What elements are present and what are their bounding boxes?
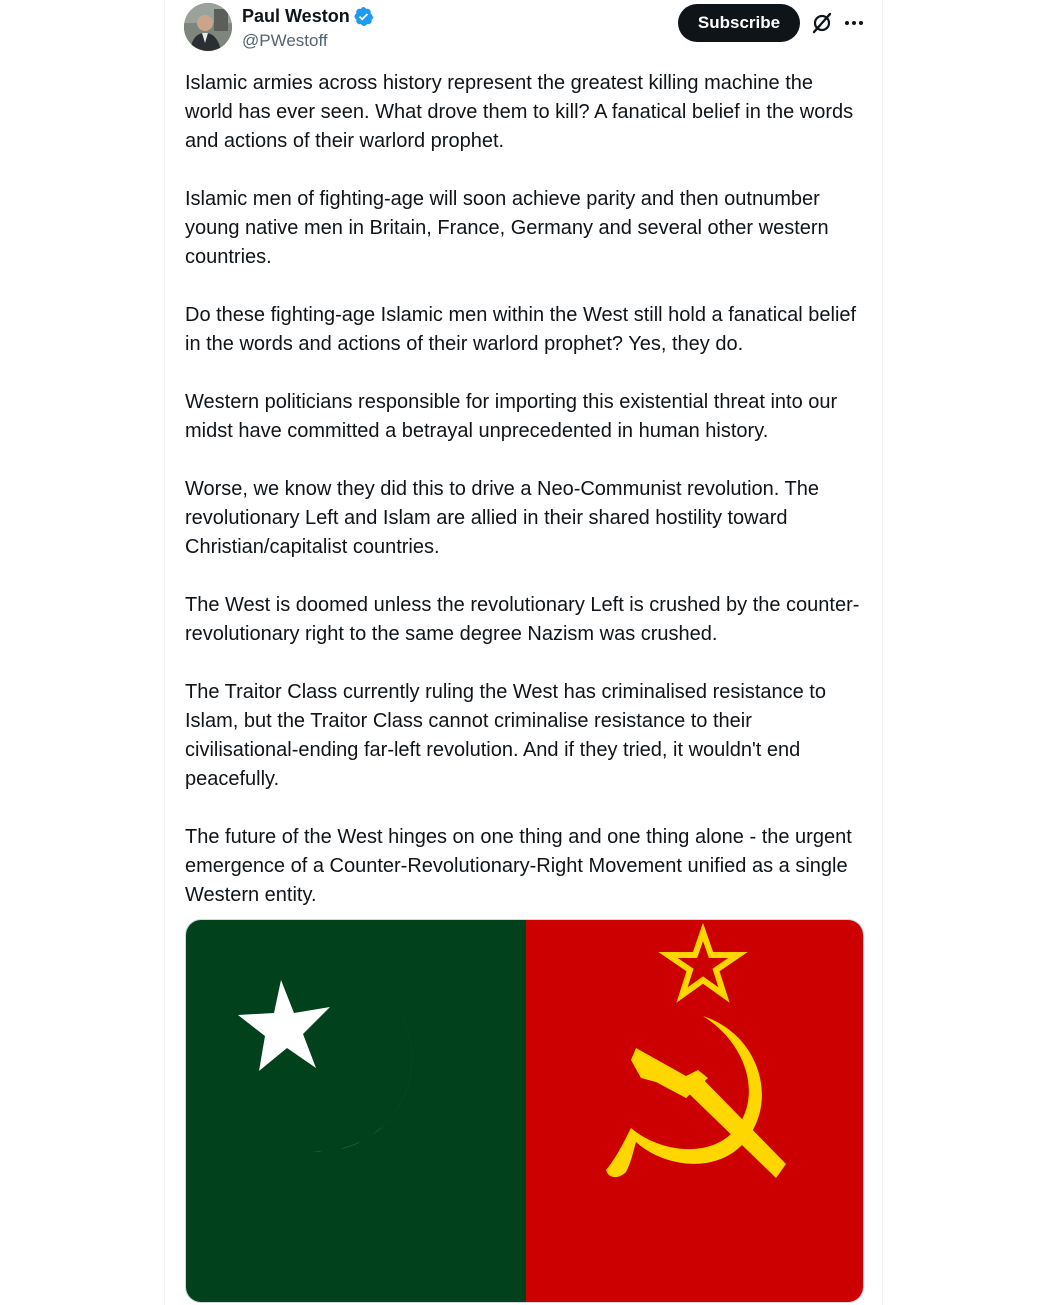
tweet-media-image[interactable]	[185, 919, 864, 1303]
verified-badge-icon[interactable]	[353, 6, 374, 27]
tweet-text	[185, 69, 865, 939]
handle[interactable]: @PWestoff	[242, 31, 328, 50]
flag-image	[186, 920, 864, 1303]
grok-icon[interactable]	[810, 11, 834, 35]
tweet-paragraph: The Traitor Class currently ruling the West has criminalised resistance to Islam, but the Traitor Class cannot criminalise resistance to their civilisational-ending far-left revolution. And if they tried, it wouldn't end peacefully.	[185, 681, 832, 790]
red-panel	[526, 920, 864, 1303]
tweet-paragraph: Western politicians responsible for importing this existential threat into our midst have committed a betrayal unprecedented in human history.	[185, 391, 843, 442]
tweet-paragraph: Islamic men of fighting-age will soon achieve parity and then outnumber young native men in Britain, France, Germany and several other western countries.	[185, 188, 835, 268]
tweet-paragraph: Worse, we know they did this to drive a Neo-Communist revolution. The revolutionary Left and Islam are allied in their shared hostility toward Christian/capitalist countries.	[185, 478, 825, 558]
tweet-paragraph: The West is doomed unless the revolutionary Left is crushed by the counter-revolutionary right to the same degree Nazism was crushed.	[185, 594, 860, 645]
name-row	[242, 5, 374, 27]
tweet-paragraph: Islamic armies across history represent the greatest killing machine the world has ever seen. What drove them to kill? A fanatical belief in the words and actions of their warlord prophet.	[185, 72, 859, 152]
avatar-photo	[184, 3, 232, 51]
avatar[interactable]	[184, 3, 232, 51]
display-name[interactable]: Paul Weston	[242, 5, 350, 26]
tweet-article	[164, 0, 883, 1305]
more-options-icon[interactable]	[842, 11, 866, 35]
tweet-paragraph: The future of the West hinges on one thing and one thing alone - the urgent emergence of a Counter-Revolutionary-Right Movement unified as a single Western entity.	[185, 826, 858, 906]
author-block	[242, 5, 374, 51]
green-panel	[186, 920, 526, 1303]
tweet-paragraph: Do these fighting-age Islamic men within the West still hold a fanatical belief in the words and actions of their warlord prophet? Yes, they do.	[185, 304, 862, 355]
subscribe-button[interactable]: Subscribe	[678, 4, 800, 42]
